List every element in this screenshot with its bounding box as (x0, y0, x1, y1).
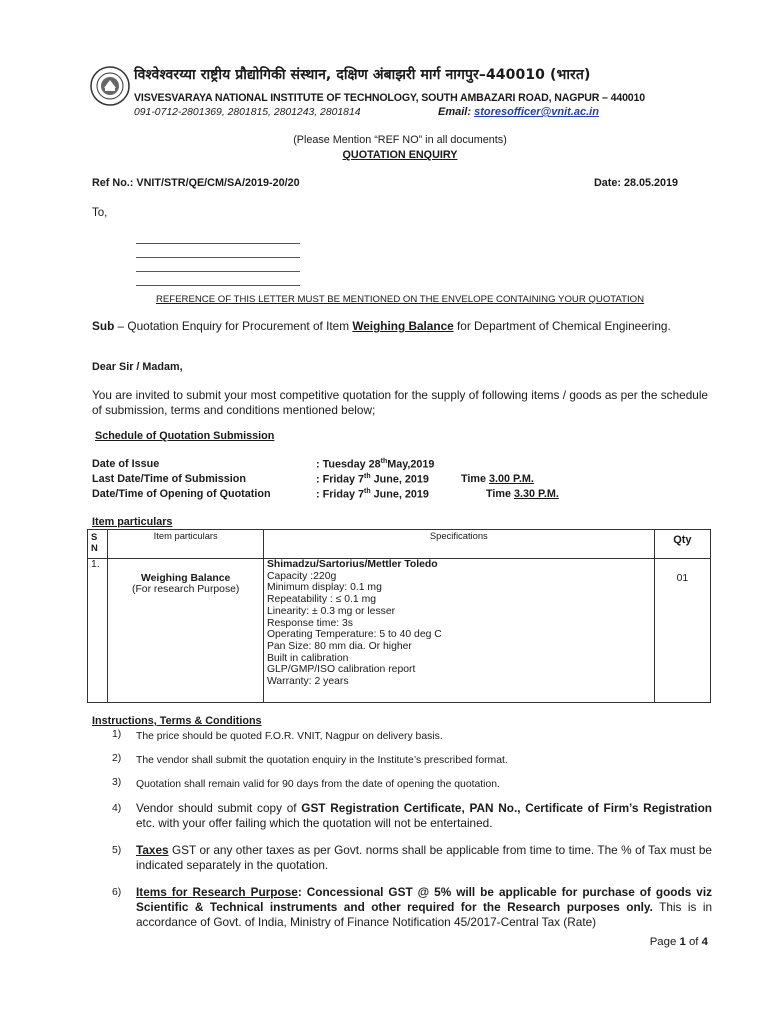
address-line (136, 230, 300, 244)
col-item: Item particulars (108, 530, 263, 559)
email-line (438, 106, 599, 118)
vnit-seal-logo (90, 66, 130, 106)
subject: Sub – Quotation Enquiry for Procurement of Item Weighing Balance for Department of Chemical Engineering. (92, 319, 671, 333)
instructions-heading: Instructions, Terms & Conditions (92, 715, 262, 727)
intro-paragraph: You are invited to submit your most competitive quotation for the supply of following items / goods as per the schedule of submission, terms and conditions mentioned below; (92, 388, 708, 417)
ref-notice: (Please Mention “REF NO” in all documents) (293, 134, 507, 146)
doc-title: QUOTATION ENQUIRY (342, 149, 458, 161)
col-specs: Specifications (263, 530, 654, 559)
salutation: Dear Sir / Madam, (92, 361, 183, 373)
ref-number: Ref No.: VNIT/STR/QE/CM/SA/2019-20/20 (92, 177, 300, 189)
table-header-row (88, 530, 711, 559)
email-label: Email: (438, 106, 472, 118)
hindi-title: विश्वेश्वरय्या राष्ट्रीय प्रौद्योगिकी संस्थान, दक्षिण अंबाझरी मार्ग नागपुर–440010 (भारत) (134, 67, 591, 83)
instructions-list: 1) The price should be quoted F.O.R. VNIT, Nagpur on delivery basis. 2) The vendor shall submit the quotation enquiry in the Institute’s prescribed format. 3) Quotation shall remain valid for 90 days from the date of opening the quotation. 4) Vendor should submit copy of GST Registration Certificate, PAN No., Certificate of Firm’s Registration etc. with your offer failing which the quotation will not be entertained. 5) Taxes GST or any other taxes as per Govt. norms shall be applicable from time to time. The % of Tax must be indicated separately in the quotation. 6) Items for Research Purpose: Concessional GST @ 5% will be applicable for purchase of goods viz Scientific & Technical instruments and other required for the Research purposes only. This is in accordance of Govt. of India, Ministry of Finance Notification 45/2017-Central Tax (Rate) (112, 729, 713, 929)
schedule-row: Last Date/Time of Submission : Friday 7th June, 2019 Time 3.00 P.M. (92, 473, 534, 486)
address-line (136, 244, 300, 258)
col-qty: Qty (654, 530, 710, 559)
table-row (88, 559, 711, 703)
row-sn: 1. (88, 559, 108, 703)
letter-date: Date: 28.05.2019 (594, 177, 679, 189)
email-link[interactable]: storesofficer@vnit.ac.in (474, 106, 599, 118)
reference-note: REFERENCE OF THIS LETTER MUST BE MENTIONED ON THE ENVELOPE CONTAINING YOUR QUOTATION (155, 294, 645, 305)
address-lines (136, 230, 300, 286)
schedule-row: Date/Time of Opening of Quotation : Friday 7th June, 2019 Time 3.30 P.M. (92, 488, 559, 501)
row-specs: Shimadzu/Sartorius/Mettler Toledo Capacity :220g Minimum display: 0.1 mg Repeatability : ≤ 0.1 mg Linearity: ± 0.3 mg or lesser Response time: 3s Operating Temperature: 5 to 40 deg C Pan Size: 80 mm dia. Or higher Built in calibration GLP/GMP/ISO calibration report Warranty: 2 years (263, 559, 654, 703)
address-line (136, 272, 300, 286)
schedule-heading: Schedule of Quotation Submission (95, 430, 275, 442)
page-number: Page 1 of 4 (649, 936, 708, 948)
row-qty: 01 (654, 559, 710, 703)
items-table (87, 529, 711, 703)
address-line (136, 258, 300, 272)
institute-name: VISVESVARAYA NATIONAL INSTITUTE OF TECHNOLOGY, SOUTH AMBAZARI ROAD, NAGPUR – 440010 (134, 92, 646, 104)
row-item: Weighing Balance (For research Purpose) (108, 559, 263, 703)
schedule-table (92, 458, 712, 503)
phone-numbers: 091-0712-2801369, 2801815, 2801243, 2801814 (134, 107, 361, 118)
to-line: To, (92, 207, 108, 219)
col-sn: S N (88, 530, 108, 559)
items-heading: Item particulars (92, 516, 173, 528)
schedule-row: Date of Issue : Tuesday 28thMay,2019 (92, 458, 435, 471)
